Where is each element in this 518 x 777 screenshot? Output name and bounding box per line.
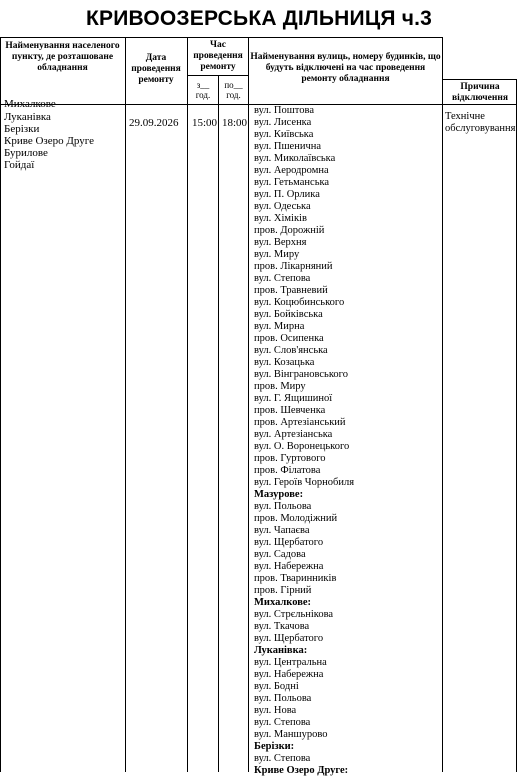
street-item: вул. Бойківська [254,309,323,320]
street-item: вул. Г. Ящишиної [254,393,333,404]
settlement-item: Криве Озеро Друге [4,135,95,147]
street-item: вул. Одеська [254,201,311,212]
street-item: вул. Слов'янська [254,345,328,356]
street-item: вул. Степова [254,273,311,284]
header-divider [187,75,248,76]
street-item: вул. Поштова [254,105,314,116]
village-heading: Криве Озеро Друге: [254,765,349,776]
village-heading: Берізки: [254,741,295,752]
village-heading: Мазурове: [254,489,304,500]
street-item: вул. Щербатого [254,633,324,644]
settlement-item-cut: Михалкове [4,98,56,110]
street-item: вул. Київська [254,129,314,140]
header-streets: Найменування вулиць, номеру будинків, що будуть відключені на час проведення ремонту обладнання [250,52,441,84]
time-from-value: 15:00 [192,117,218,129]
street-item: вул. Бодні [254,681,299,692]
street-item: пров. Дорожній [254,225,325,236]
settlement-item: Гойдаї [4,159,35,171]
street-item: вул. Коцюбинського [254,297,345,308]
street-item: пров. Шевченка [254,405,326,416]
column-divider [218,75,219,772]
header-date: Дата проведення ремонту [131,53,181,85]
street-item: вул. Центральна [254,657,327,668]
street-item: пров. Молодіжний [254,513,338,524]
street-item: вул. Маншурово [254,729,328,740]
street-item: вул. Степова [254,717,311,728]
street-item: вул. Ткачова [254,621,310,632]
street-item: вул. Щербатого [254,537,324,548]
settlement-item: Берізки [4,123,40,135]
column-divider [442,37,443,772]
street-item: вул. Аеродромна [254,165,329,176]
table-border-right [516,79,517,772]
street-item: пров. Гуртового [254,453,326,464]
street-item: вул. Миколаївська [254,153,336,164]
street-item: пров. Артезіанський [254,417,346,428]
street-item: пров. Осипенка [254,333,324,344]
street-item: пров. Гірний [254,585,312,596]
street-item: вул. Мирна [254,321,305,332]
street-item: вул. Хіміків [254,213,307,224]
table-border-top [0,37,442,38]
street-item: пров. Миру [254,381,306,392]
street-item: вул. Степова [254,753,311,764]
column-divider [125,37,126,772]
repair-date: 29.09.2026 [129,117,179,129]
settlement-item: Луканівка [4,111,51,123]
street-item: вул. Польова [254,501,312,512]
street-item: пров. Філатова [254,465,321,476]
street-item: вул. Героїв Чорнобиля [254,477,355,488]
page-title: КРИВООЗЕРСЬКА ДІЛЬНИЦЯ ч.3 [85,7,432,30]
street-item: пров. Тваринників [254,573,337,584]
header-time-to: по__ год. [224,80,243,100]
street-item: вул. Миру [254,249,300,260]
settlements-list [4,98,123,171]
streets-list [254,105,442,777]
street-item: пров. Травневий [254,285,328,296]
village-heading: Луканівка: [254,645,308,656]
column-divider [187,37,188,772]
time-to-value: 18:00 [222,117,248,129]
header-time-from: з__ год. [195,80,211,100]
settlement-item: Бурилове [4,147,48,159]
street-item: вул. П. Орлика [254,189,320,200]
street-item: вул. Верхня [254,237,307,248]
street-item: вул. Польова [254,693,312,704]
street-item: вул. Козацька [254,357,315,368]
header-reason: Причина відключення [452,82,508,103]
header-settlement: Найменування населеного пункту, де розташоване обладнання [5,41,120,73]
header-time: Час проведення ремонту [193,40,243,72]
street-item: вул. Садова [254,549,306,560]
street-item: вул. Нова [254,705,297,716]
header-divider [442,79,517,80]
street-item: вул. Пшенична [254,141,322,152]
street-item: вул. Гетьманська [254,177,330,188]
street-item: вул. Стрєльнікова [254,609,334,620]
outage-reason: Технічне обслуговування [445,111,516,134]
village-heading: Михалкове: [254,597,312,608]
street-item: пров. Лікарняний [254,261,333,272]
street-item: вул. Лисенка [254,117,312,128]
table-border-left [0,37,1,772]
street-item: вул. Набережна [254,561,324,572]
street-item: вул. Артезіанська [254,429,333,440]
column-divider [248,37,249,772]
street-item: вул. Чапаєва [254,525,310,536]
street-item: вул. Набережна [254,669,324,680]
outage-table [0,37,518,776]
street-item: вул. О. Воронецького [254,441,350,452]
street-item: вул. Вінграновського [254,369,348,380]
